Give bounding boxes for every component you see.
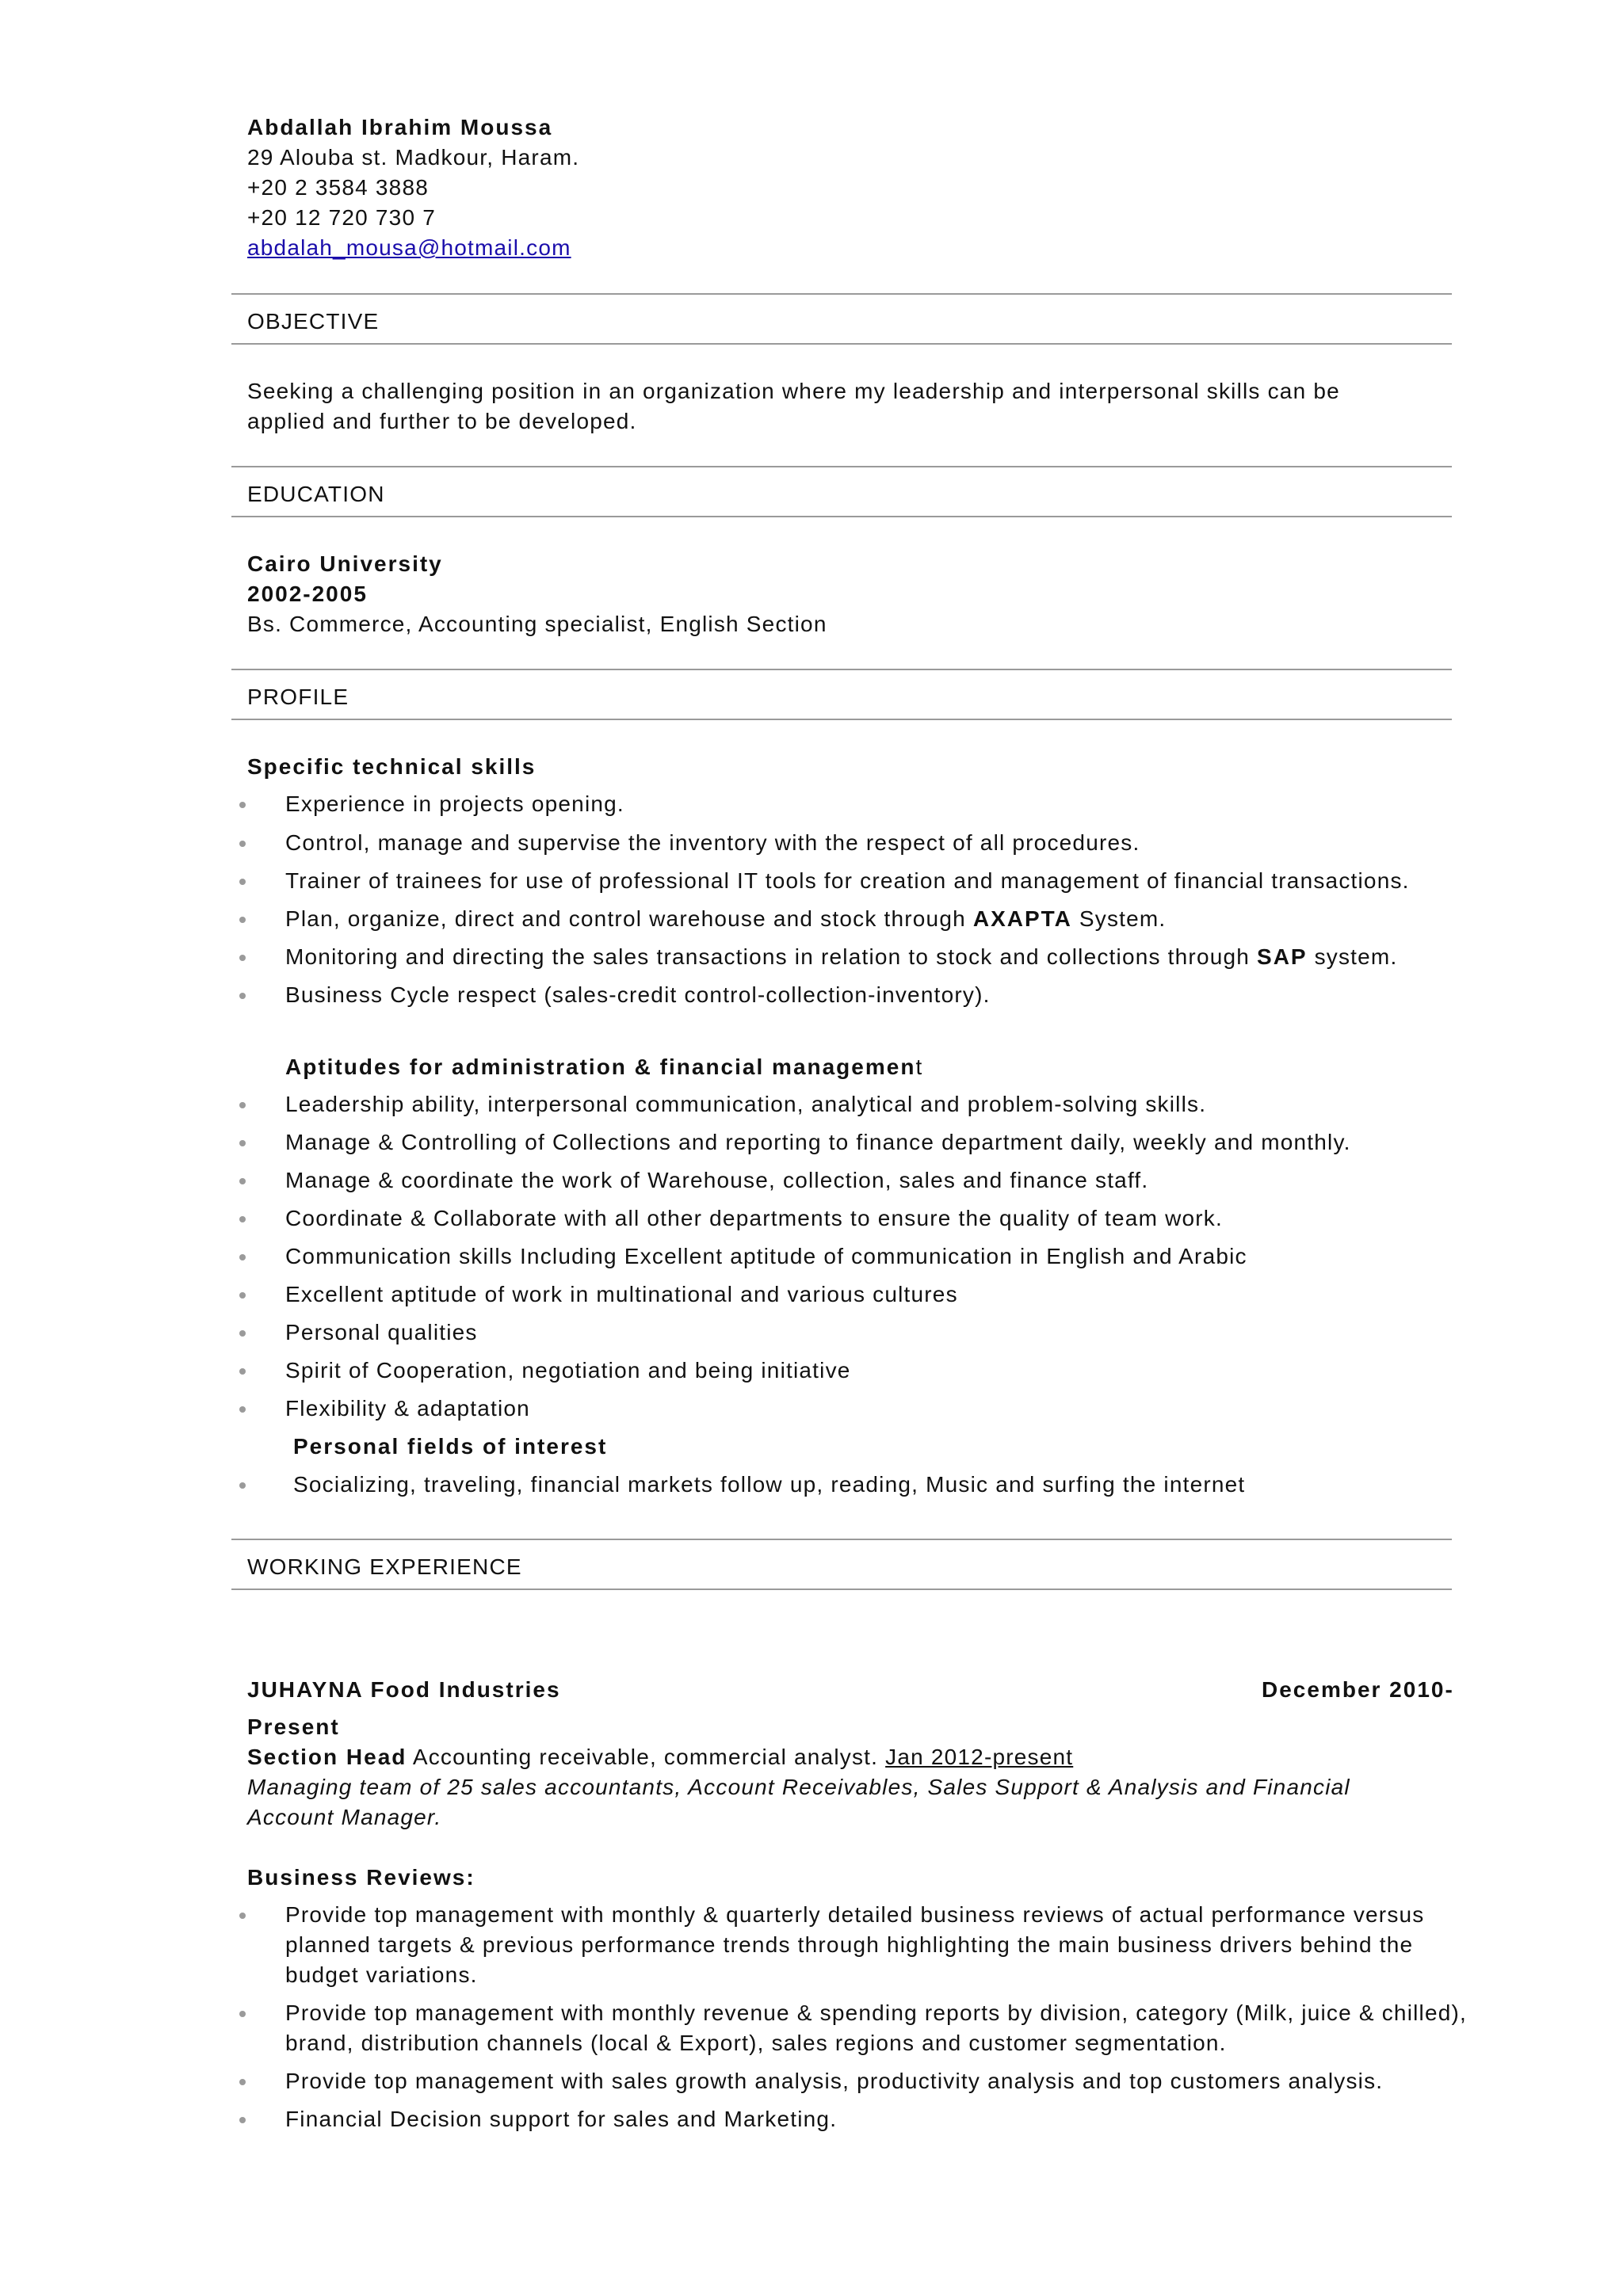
bullet-icon: [239, 841, 246, 847]
contact-phone-2: +20 12 720 730 7: [247, 205, 436, 230]
experience-role: [247, 1742, 1073, 1772]
list-item: Personal qualities: [285, 1320, 478, 1344]
section-divider: [231, 1589, 1452, 1590]
experience-role-date: Jan 2012-present: [885, 1745, 1074, 1769]
section-divider: [231, 719, 1452, 720]
list-item: Flexibility & adaptation: [285, 1396, 530, 1421]
bullet-icon: [239, 917, 246, 923]
objective-text-line-1: Seeking a challenging position in an organization where my leadership and interpersonal skills can be: [247, 379, 1340, 403]
list-item: [285, 904, 1166, 934]
bullet-icon: [239, 1216, 246, 1222]
bullet-icon: [239, 993, 246, 999]
list-item: Business Cycle respect (sales-credit control-collection-inventory).: [285, 982, 991, 1007]
list-item: Communication skills Including Excellent aptitude of communication in English and Arabic: [285, 1244, 1247, 1268]
bullet-icon: [239, 2011, 246, 2017]
education-school: Cairo University: [247, 551, 443, 576]
bullet-icon: [239, 1330, 246, 1337]
list-item: Financial Decision support for sales and Marketing.: [285, 2107, 838, 2131]
section-title-education: EDUCATION: [247, 482, 385, 506]
section-divider: [231, 343, 1452, 345]
contact-address: 29 Alouba st. Madkour, Haram.: [247, 145, 580, 170]
section-divider: [231, 1539, 1452, 1540]
bullet-icon: [239, 802, 246, 808]
bullet-icon: [239, 955, 246, 961]
list-item: Provide top management with sales growth analysis, productivity analysis and top customers analysis.: [285, 2069, 1384, 2093]
section-divider: [231, 669, 1452, 670]
contact-phone-1: +20 2 3584 3888: [247, 175, 429, 200]
axapta-keyword: AXAPTA: [972, 906, 1072, 931]
list-item-text: System.: [1071, 906, 1167, 931]
contact-email-link[interactable]: abdalah_mousa@hotmail.com: [247, 235, 571, 260]
list-item-text: Plan, organize, direct and control warehouse and stock through: [285, 906, 973, 931]
section-title-objective: OBJECTIVE: [247, 309, 380, 334]
list-item: Provide top management with monthly & quarterly detailed business reviews of actual performance versus planned targets & previous performance trends through highlighting the main business drivers behind the budget variations.: [285, 1902, 1425, 1987]
experience-role-title: Section Head: [247, 1745, 407, 1769]
bullet-icon: [239, 2117, 246, 2123]
list-item: Provide top management with monthly revenue & spending reports by division, category (Milk, juice & chilled), brand, distribution channels (local & Export), sales regions and customer segmentation.: [285, 2000, 1468, 2055]
bullet-icon: [239, 1178, 246, 1184]
bullet-icon: [239, 1913, 246, 1919]
list-item: [285, 942, 1397, 972]
list-item: Manage & coordinate the work of Warehouse, collection, sales and finance staff.: [285, 1168, 1149, 1192]
technical-skills-heading: Specific technical skills: [247, 754, 537, 779]
section-divider: [231, 466, 1452, 467]
experience-summary-line-1: Managing team of 25 sales accountants, Account Receivables, Sales Support & Analysis and Financial: [247, 1775, 1350, 1799]
bullet-icon: [239, 1406, 246, 1413]
list-item: Socializing, traveling, financial markets follow up, reading, Music and surfing the internet: [293, 1472, 1246, 1497]
contact-name: Abdallah Ibrahim Moussa: [247, 115, 553, 139]
bullet-icon: [239, 1254, 246, 1261]
list-item: Leadership ability, interpersonal communication, analytical and problem-solving skills.: [285, 1092, 1207, 1116]
education-degree: Bs. Commerce, Accounting specialist, English Section: [247, 612, 827, 636]
section-divider: [231, 293, 1452, 295]
bullet-icon: [239, 1140, 246, 1146]
sap-keyword: SAP: [1257, 944, 1308, 969]
list-item: Experience in projects opening.: [285, 791, 624, 816]
aptitudes-heading: [285, 1052, 922, 1082]
section-title-working-experience: WORKING EXPERIENCE: [247, 1554, 522, 1579]
bullet-icon: [239, 879, 246, 885]
bullet-icon: [239, 2079, 246, 2085]
section-divider: [231, 516, 1452, 517]
list-item-text: Monitoring and directing the sales transactions in relation to stock and collections through: [285, 944, 1258, 969]
aptitudes-heading-tail: t: [915, 1055, 923, 1079]
experience-company: JUHAYNA Food Industries: [247, 1677, 561, 1702]
section-title-profile: PROFILE: [247, 685, 349, 709]
list-item-text: system.: [1307, 944, 1398, 969]
list-item: Manage & Controlling of Collections and reporting to finance department daily, weekly and monthly.: [285, 1130, 1351, 1154]
list-item: Control, manage and supervise the inventory with the respect of all procedures.: [285, 830, 1140, 855]
list-item: Spirit of Cooperation, negotiation and being initiative: [285, 1358, 851, 1383]
experience-role-text: Accounting receivable, commercial analyst.: [407, 1745, 886, 1769]
list-item: Excellent aptitude of work in multinational and various cultures: [285, 1282, 958, 1306]
experience-date-end: Present: [247, 1714, 340, 1739]
experience-summary-line-2: Account Manager.: [247, 1805, 442, 1829]
bullet-icon: [239, 1368, 246, 1375]
business-reviews-heading: Business Reviews:: [247, 1865, 475, 1890]
bullet-icon: [239, 1482, 246, 1489]
experience-date-start: December 2010-: [1262, 1677, 1454, 1702]
list-item: Trainer of trainees for use of professional IT tools for creation and management of financial transactions.: [285, 868, 1410, 893]
interests-heading: Personal fields of interest: [293, 1434, 608, 1459]
education-years: 2002-2005: [247, 582, 368, 606]
bullet-icon: [239, 1102, 246, 1108]
list-item: Coordinate & Collaborate with all other departments to ensure the quality of team work.: [285, 1206, 1223, 1230]
objective-text-line-2: applied and further to be developed.: [247, 409, 637, 433]
aptitudes-heading-text: Aptitudes for administration & financial managemen: [285, 1055, 916, 1079]
bullet-icon: [239, 1292, 246, 1299]
